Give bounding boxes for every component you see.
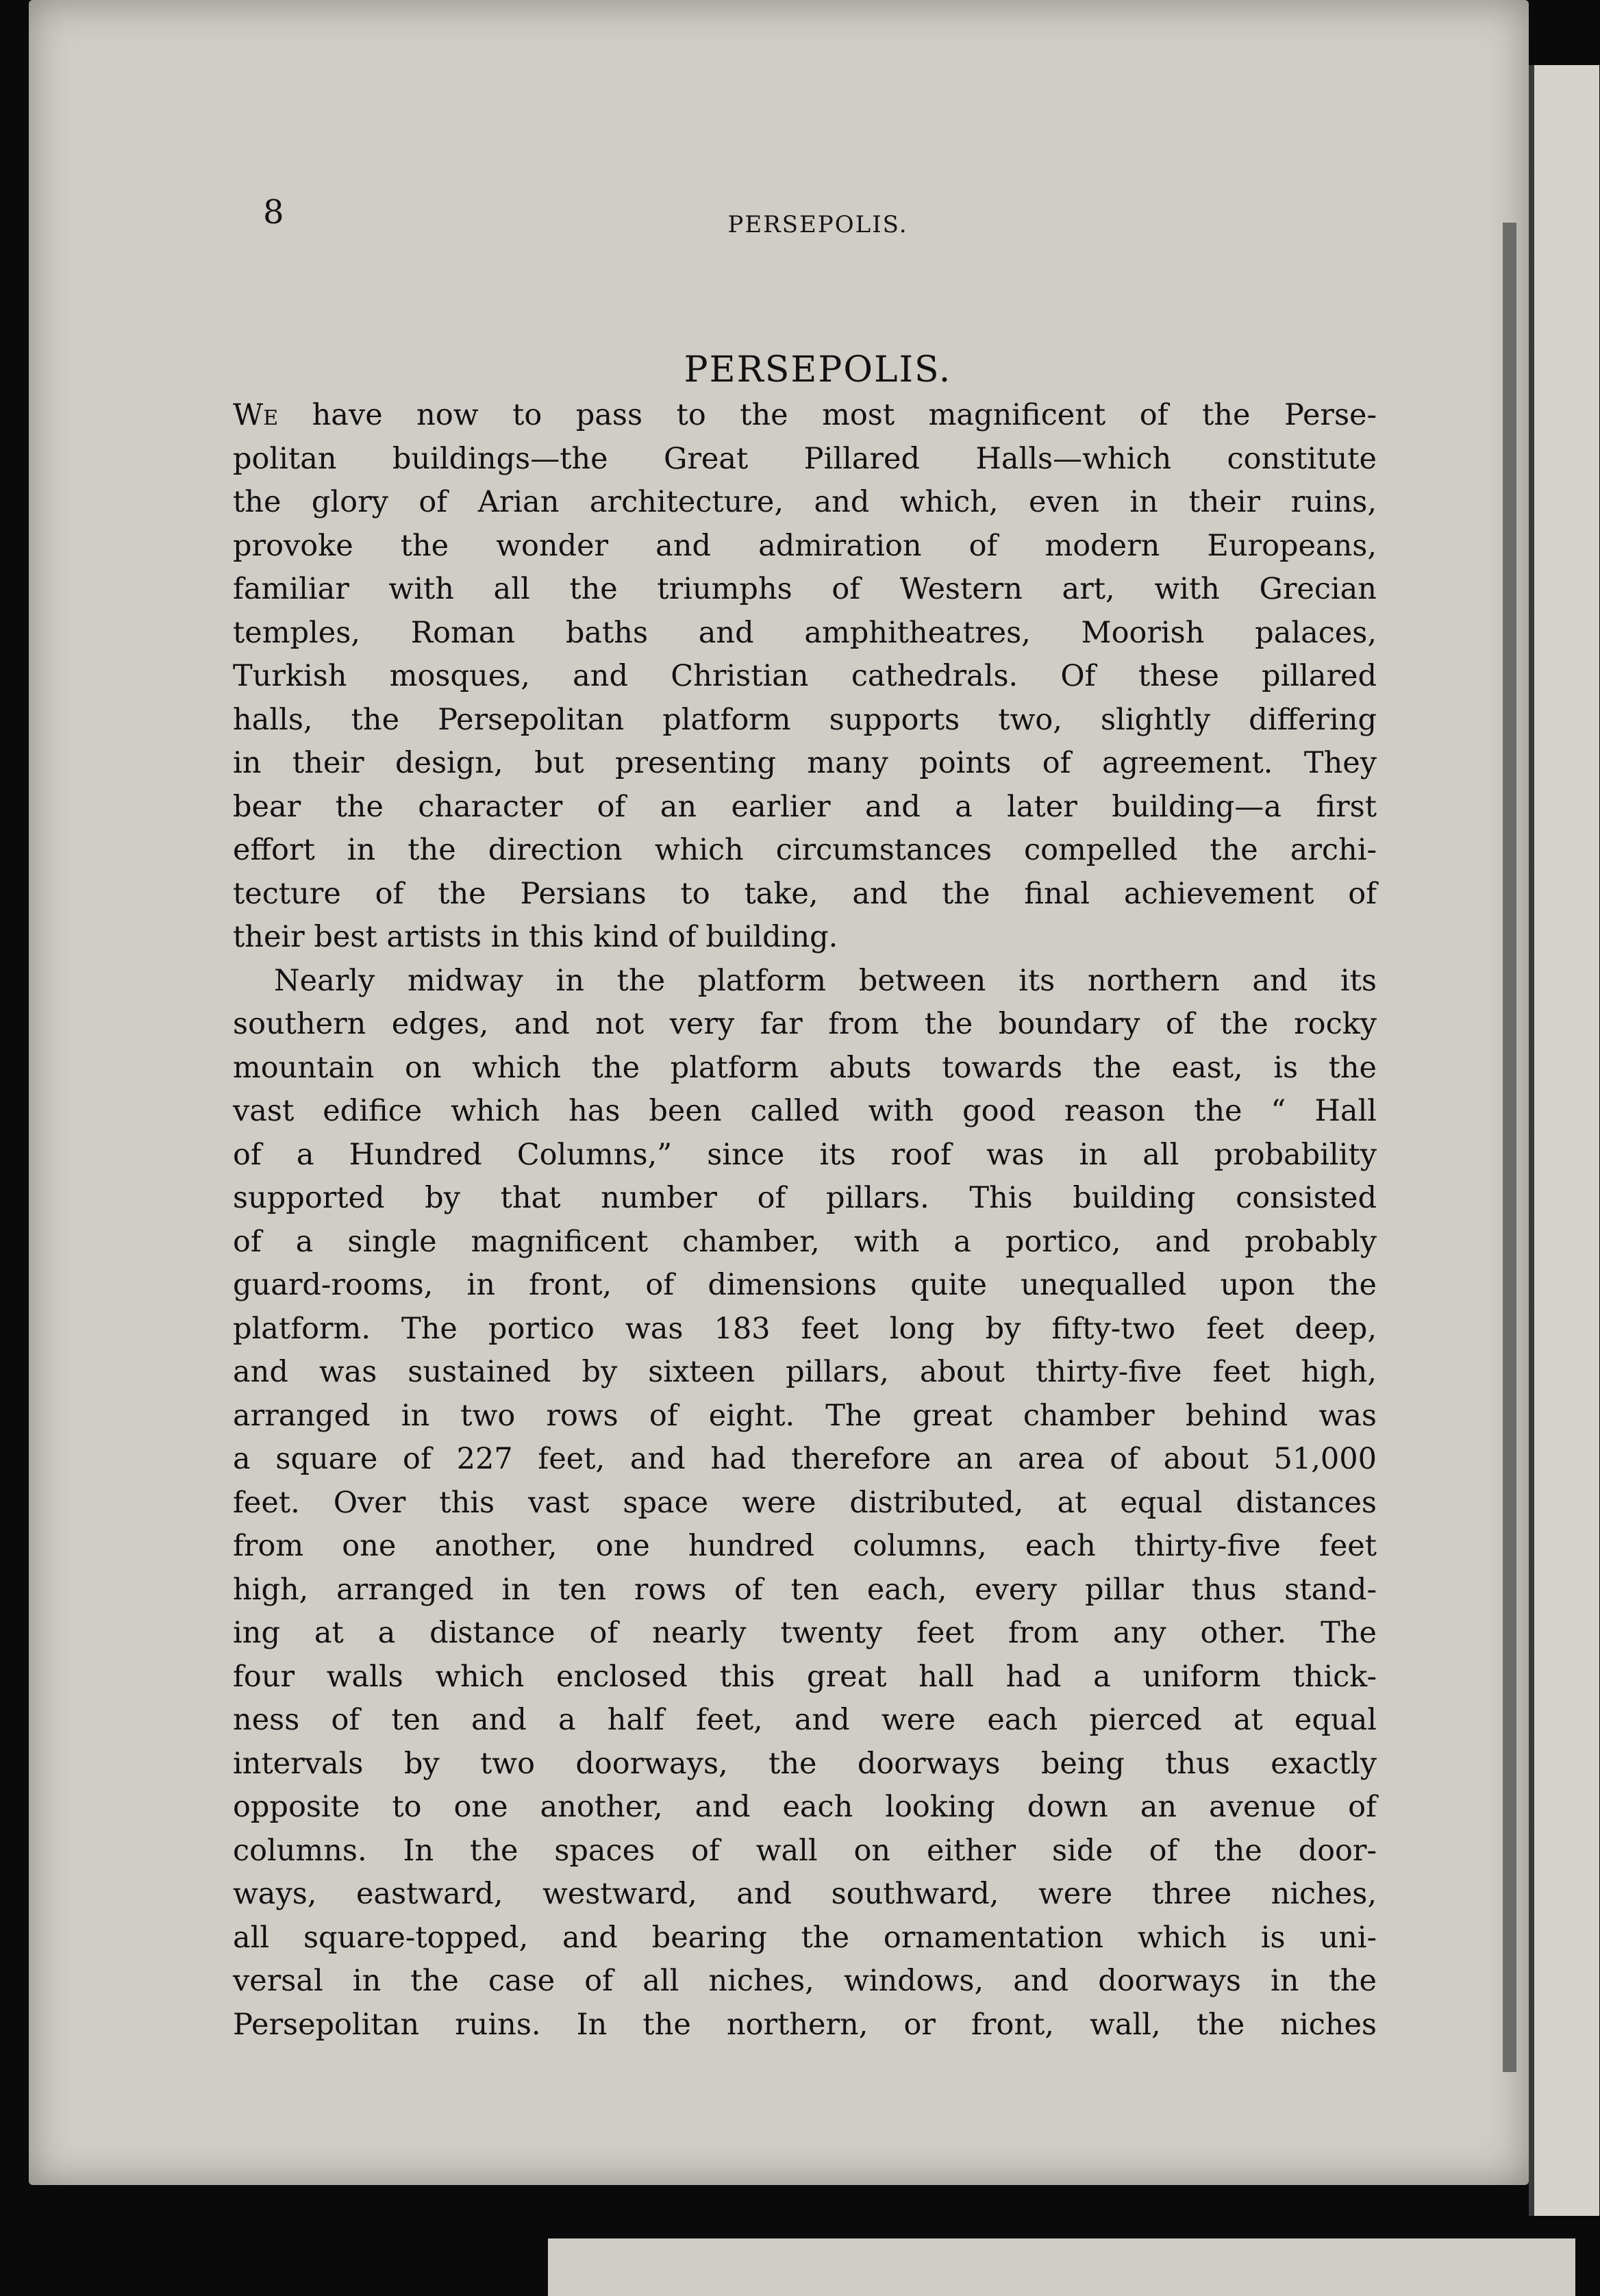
text-line: provoke the wonder and admiration of modern Europeans, [233,528,1377,563]
text-line: bear the character of an earlier and a later building—a first [233,789,1377,824]
text-line: feet. Over this vast space were distributed, at equal distances [233,1485,1377,1520]
text-line: Persepolitan ruins. In the northern, or front, wall, the niches [233,2007,1377,2042]
text-line: of a Hundred Columns,” since its roof was in all probability [233,1137,1377,1172]
paragraph-2 [233,960,1377,2047]
text-line: politan buildings—the Great Pillared Halls—which constitute [233,441,1377,476]
text-line: arranged in two rows of eight. The great chamber behind was [233,1398,1377,1433]
body-text [233,394,1377,2047]
text-line: mountain on which the platform abuts towards the east, is the [233,1050,1377,1085]
page-header [263,193,1373,255]
text-line: the glory of Arian architecture, and which, even in their ruins, [233,485,1377,519]
text-line: intervals by two doorways, the doorways being thus exactly [233,1746,1377,1781]
line-text: have now to pass to the most magnificent of the Perse- [278,398,1377,432]
text-line: platform. The portico was 183 feet long by fifty-two feet deep, [233,1311,1377,1346]
text-line: and was sustained by sixteen pillars, about thirty-five feet high, [233,1355,1377,1389]
text-line: ways, eastward, westward, and southward, were three niches, [233,1877,1377,1911]
text-line: Nearly midway in the platform between its northern and its [274,963,1377,998]
text-line [233,394,1377,438]
text-line: halls, the Persepolitan platform supports two, slightly differing [233,702,1377,737]
lead-word: We [233,398,279,432]
paragraph-1 [233,394,1377,960]
text-line: ing at a distance of nearly twenty feet from any other. The [233,1616,1377,1650]
chapter-title: PERSEPOLIS. [684,349,952,390]
text-line: their best artists in this kind of building. [233,920,838,954]
text-line: four walls which enclosed this great hall had a uniform thick- [233,1659,1377,1694]
facing-page-edge [1529,65,1599,2216]
text-line: opposite to one another, and each looking down an avenue of [233,1790,1377,1824]
text-line: effort in the direction which circumstances compelled the archi- [233,833,1377,867]
page-number: 8 [263,193,284,232]
text-line: in their design, but presenting many points of agreement. They [233,746,1377,780]
text-line: all square-topped, and bearing the ornamentation which is uni- [233,1920,1377,1955]
text-line: versal in the case of all niches, windows, and doorways in the [233,1964,1377,1998]
text-line: ness of ten and a half feet, and were each pierced at equal [233,1703,1377,1737]
text-line: familiar with all the triumphs of Western art, with Grecian [233,572,1377,606]
text-line: guard-rooms, in front, of dimensions quite unequalled upon the [233,1268,1377,1302]
text-line: from one another, one hundred columns, each thirty-five feet [233,1529,1377,1563]
text-line: vast edifice which has been called with good reason the “ Hall [233,1094,1377,1128]
text-line: a square of 227 feet, and had therefore an area of about 51,000 [233,1442,1377,1476]
text-line: temples, Roman baths and amphitheatres, Moorish palaces, [233,615,1377,650]
text-line: of a single magnificent chamber, with a portico, and probably [233,1224,1377,1259]
text-line: tecture of the Persians to take, and the final achievement of [233,876,1377,911]
running-head: PERSEPOLIS. [727,211,908,238]
text-line: high, arranged in ten rows of ten each, every pillar thus stand- [233,1572,1377,1607]
text-line: Turkish mosques, and Christian cathedrals. Of these pillared [233,659,1377,693]
text-line: supported by that number of pillars. This building consisted [233,1181,1377,1215]
text-line: columns. In the spaces of wall on either side of the door- [233,1833,1377,1868]
text-line: southern edges, and not very far from the boundary of the rocky [233,1007,1377,1041]
page-bottom-edge [548,2238,1575,2296]
